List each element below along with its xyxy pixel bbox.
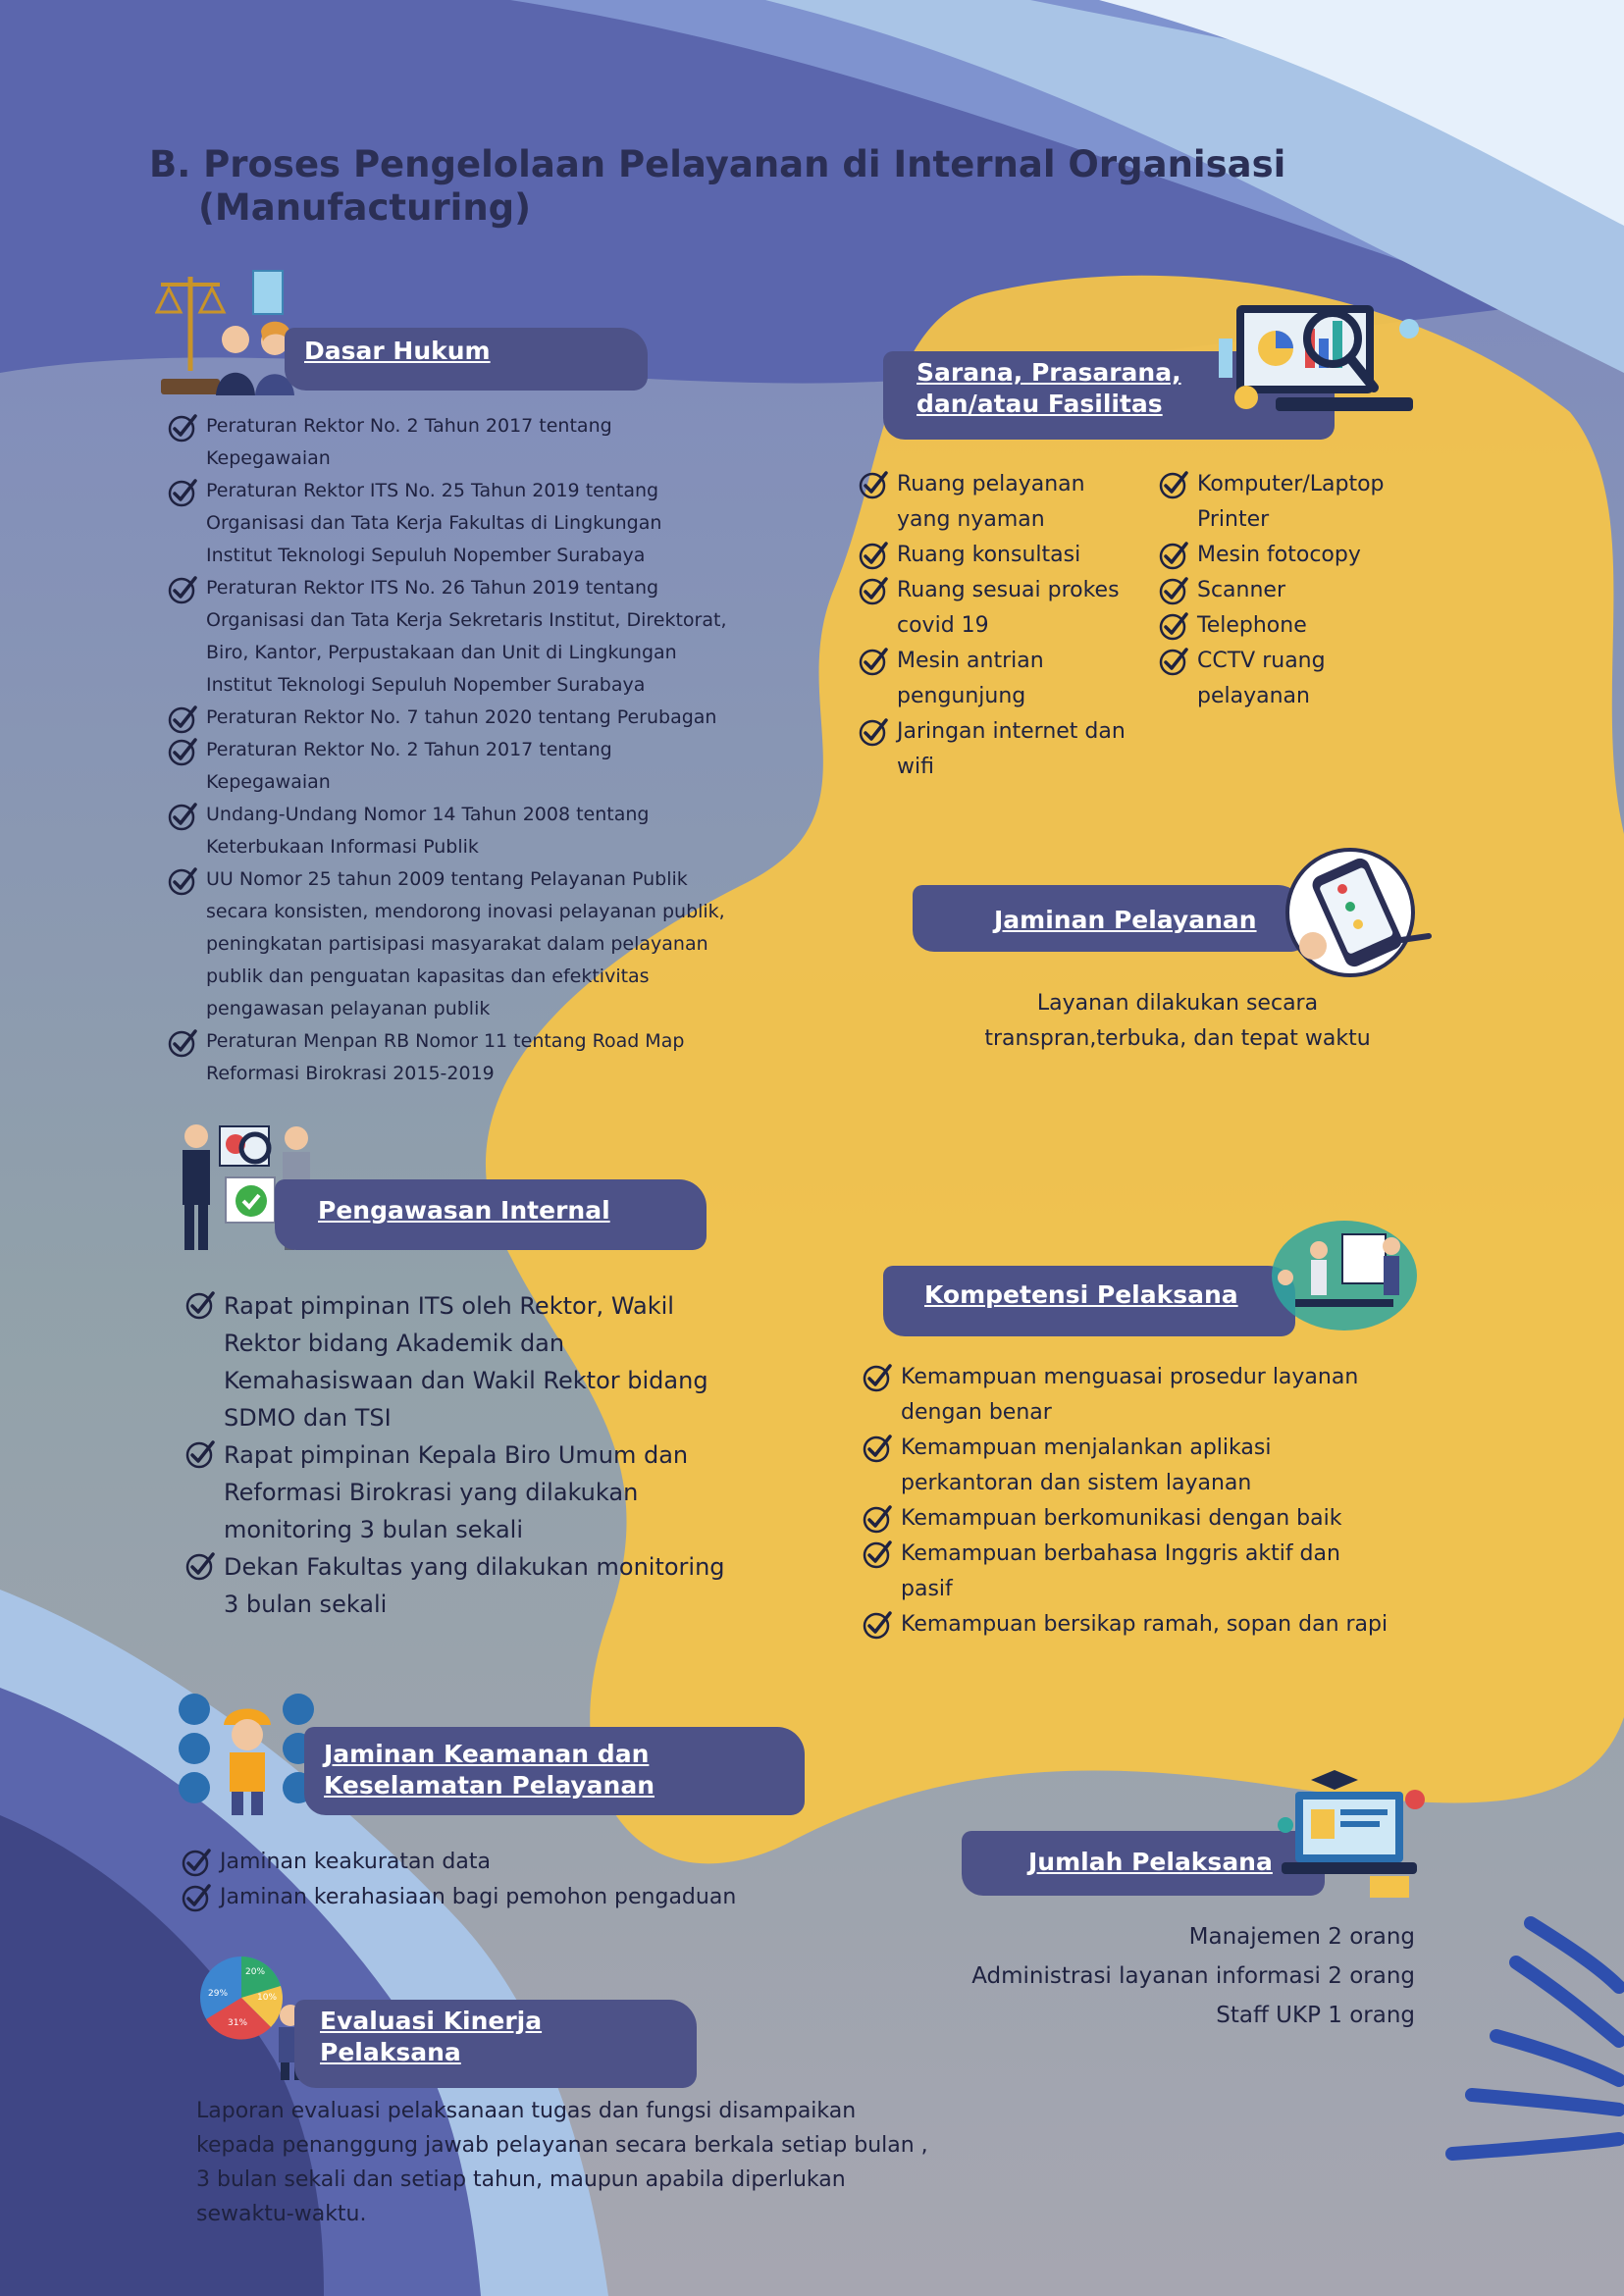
check-circle-icon xyxy=(167,801,198,832)
check-circle-icon xyxy=(167,865,198,897)
dasar-hukum-item-line: Institut Teknologi Sepuluh Nopember Surabaya xyxy=(206,545,646,566)
dasar-hukum-item-line: Peraturan Rektor ITS No. 26 Tahun 2019 tentang xyxy=(206,577,659,599)
evaluasi-heading xyxy=(320,2006,542,2068)
dasar-hukum-item-line: peningkatan partisipasi masyarakat dalam pelayanan xyxy=(206,933,708,955)
keamanan-item-line: Jaminan kerahasiaan bagi pemohon pengaduan xyxy=(220,1885,737,1909)
check-circle-icon xyxy=(167,736,198,767)
sarana-left-item-line: Jaringan internet dan xyxy=(897,719,1126,744)
dasar-hukum-item-line: UU Nomor 25 tahun 2009 tentang Pelayanan Publik xyxy=(206,868,688,890)
kompetensi-item-line: Kemampuan menguasai prosedur layanan xyxy=(901,1365,1359,1389)
sarana-left-list xyxy=(858,467,1172,785)
dasar-hukum-item-line: secara konsisten, mendorong inovasi pelayanan publik, xyxy=(206,901,725,922)
keamanan-heading xyxy=(324,1739,655,1801)
dasar-hukum-item xyxy=(167,410,775,475)
check-circle-icon xyxy=(167,477,198,508)
sarana-right-item xyxy=(1158,644,1452,714)
dasar-hukum-item-line: Peraturan Menpan RB Nomor 11 tentang Road Map xyxy=(206,1030,685,1052)
dasar-hukum-item xyxy=(167,475,775,572)
jaminan-pelayanan-text-line-1: Layanan dilakukan secara xyxy=(1036,991,1319,1016)
dasar-hukum-item xyxy=(167,799,775,863)
check-circle-icon xyxy=(862,1539,893,1570)
keamanan-heading-line-2: Keselamatan Pelayanan xyxy=(324,1771,655,1800)
check-circle-icon xyxy=(858,540,889,571)
sarana-right-item-line: pelayanan xyxy=(1197,684,1310,708)
evaluasi-text-line-4: sewaktu-waktu. xyxy=(196,2202,367,2226)
jaminan-pelayanan-text xyxy=(922,986,1433,1057)
check-circle-icon xyxy=(184,1438,216,1470)
check-circle-icon xyxy=(858,575,889,606)
dasar-hukum-list xyxy=(167,410,775,1090)
evaluasi-text-line-3: 3 bulan sekali dan setiap tahun, maupun apabila diperlukan xyxy=(196,2167,846,2192)
check-circle-icon xyxy=(862,1362,893,1393)
kompetensi-item-line: Kemampuan bersikap ramah, sopan dan rapi xyxy=(901,1612,1388,1637)
check-circle-icon xyxy=(862,1433,893,1464)
jumlah-lines xyxy=(864,1917,1415,2035)
sarana-left-item-line: pengunjung xyxy=(897,684,1026,708)
safety-worker-icon xyxy=(177,1692,324,1819)
dasar-hukum-item xyxy=(167,572,775,702)
kompetensi-item-line: pasif xyxy=(901,1577,953,1601)
check-circle-icon xyxy=(184,1289,216,1321)
dasar-hukum-item-line: Keterbukaan Informasi Publik xyxy=(206,836,479,858)
check-circle-icon xyxy=(1158,646,1189,677)
sarana-right-list xyxy=(1158,467,1452,714)
evaluasi-heading-line-2: Pelaksana xyxy=(320,2038,461,2066)
evaluasi-text-line-2: kepada penanggung jawab pelayanan secara berkala setiap bulan , xyxy=(196,2133,928,2158)
jumlah-heading: Jumlah Pelaksana xyxy=(1028,1848,1273,1876)
kompetensi-list xyxy=(862,1360,1490,1643)
sarana-right-item xyxy=(1158,608,1452,644)
dasar-hukum-item-line: Peraturan Rektor ITS No. 25 Tahun 2019 tentang xyxy=(206,480,659,501)
keamanan-list xyxy=(181,1845,848,1915)
dasar-hukum-item-line: Organisasi dan Tata Kerja Sekretaris Institut, Direktorat, xyxy=(206,609,727,631)
law-scales-icon xyxy=(155,263,302,400)
elearning-laptop-icon xyxy=(1276,1766,1428,1904)
dasar-hukum-item-line: Peraturan Rektor No. 2 Tahun 2017 tentang xyxy=(206,415,612,437)
jumlah-line-1: Manajemen 2 orang xyxy=(1188,1924,1415,1950)
sarana-right-item-line: Telephone xyxy=(1197,613,1307,638)
dasar-hukum-item-line: Organisasi dan Tata Kerja Fakultas di Lingkungan xyxy=(206,512,662,534)
keamanan-item xyxy=(181,1880,848,1915)
pengawasan-item-line: monitoring 3 bulan sekali xyxy=(224,1516,523,1543)
dasar-hukum-heading: Dasar Hukum xyxy=(304,337,491,365)
pie-label-1: 20% xyxy=(245,1967,266,1977)
check-circle-icon xyxy=(167,574,198,605)
page-title xyxy=(149,143,1425,230)
check-circle-icon xyxy=(181,1882,212,1913)
dasar-hukum-item-line: Reformasi Birokrasi 2015-2019 xyxy=(206,1063,495,1084)
check-circle-icon xyxy=(862,1503,893,1535)
kompetensi-item-line: Kemampuan berkomunikasi dengan baik xyxy=(901,1506,1342,1531)
check-circle-icon xyxy=(167,1027,198,1059)
kompetensi-item xyxy=(862,1537,1490,1607)
dasar-hukum-item xyxy=(167,734,775,799)
keamanan-heading-line-1: Jaminan Keamanan dan xyxy=(324,1740,650,1768)
kompetensi-item xyxy=(862,1431,1490,1501)
sarana-left-item xyxy=(858,714,1172,785)
check-circle-icon xyxy=(1158,575,1189,606)
pengawasan-item-line: Dekan Fakultas yang dilakukan monitoring xyxy=(224,1553,725,1581)
pie-label-4: 31% xyxy=(228,2018,248,2028)
dashboard-monitor-icon xyxy=(1217,299,1428,422)
evaluasi-text xyxy=(196,2094,1079,2231)
sarana-right-item-line: Komputer/Laptop xyxy=(1197,472,1385,496)
dasar-hukum-item xyxy=(167,1025,775,1090)
sarana-heading-line-1: Sarana, Prasarana, xyxy=(917,358,1181,387)
check-circle-icon xyxy=(858,469,889,500)
title-line-2: (Manufacturing) xyxy=(198,186,532,229)
sarana-right-item-line: Scanner xyxy=(1197,578,1286,602)
sarana-left-item-line: Ruang sesuai prokes xyxy=(897,578,1120,602)
sarana-left-item xyxy=(858,538,1172,573)
sarana-left-item-line: covid 19 xyxy=(897,613,989,638)
pengawasan-heading: Pengawasan Internal xyxy=(318,1196,610,1225)
sarana-left-item-line: Mesin antrian xyxy=(897,649,1044,673)
pengawasan-item-line: Rektor bidang Akademik dan xyxy=(224,1330,565,1357)
dasar-hukum-item-line: pengawasan pelayanan publik xyxy=(206,998,491,1019)
check-circle-icon xyxy=(1158,540,1189,571)
dasar-hukum-item-line: publik dan penguatan kapasitas dan efektivitas xyxy=(206,965,650,987)
sarana-left-item xyxy=(858,467,1172,538)
pengawasan-item-line: SDMO dan TSI xyxy=(224,1404,392,1432)
pengawasan-item xyxy=(184,1287,793,1436)
jaminan-pelayanan-heading: Jaminan Pelayanan xyxy=(994,906,1257,934)
check-circle-icon xyxy=(184,1550,216,1582)
title-line-1: B. Proses Pengelolaan Pelayanan di Internal Organisasi xyxy=(149,143,1286,185)
sarana-left-item xyxy=(858,644,1172,714)
pengawasan-item-line: 3 bulan sekali xyxy=(224,1591,388,1618)
kompetensi-item-line: perkantoran dan sistem layanan xyxy=(901,1471,1252,1495)
pengawasan-item-line: Kemahasiswaan dan Wakil Rektor bidang xyxy=(224,1367,708,1394)
pengawasan-list xyxy=(184,1287,793,1623)
dasar-hukum-item xyxy=(167,702,775,734)
dasar-hukum-item-line: Undang-Undang Nomor 14 Tahun 2008 tentang xyxy=(206,804,650,825)
sarana-heading xyxy=(917,357,1181,420)
dasar-hukum-item-line: Biro, Kantor, Perpustakaan dan Unit di Lingkungan xyxy=(206,642,677,663)
kompetensi-item xyxy=(862,1501,1490,1537)
pengawasan-item xyxy=(184,1436,793,1548)
sarana-right-item xyxy=(1158,467,1452,538)
dasar-hukum-item-line: Institut Teknologi Sepuluh Nopember Surabaya xyxy=(206,674,646,696)
sarana-left-item-line: yang nyaman xyxy=(897,507,1045,532)
sarana-left-item-line: Ruang pelayanan xyxy=(897,472,1085,496)
kompetensi-heading: Kompetensi Pelaksana xyxy=(924,1280,1238,1309)
dasar-hukum-item-line: Peraturan Rektor No. 2 Tahun 2017 tentang xyxy=(206,739,612,760)
sarana-left-item xyxy=(858,573,1172,644)
check-circle-icon xyxy=(858,646,889,677)
dasar-hukum-item-line: Peraturan Rektor No. 7 tahun 2020 tentang Perubagan xyxy=(206,706,717,728)
check-circle-icon xyxy=(167,704,198,735)
sarana-right-item-line: Mesin fotocopy xyxy=(1197,543,1361,567)
kompetensi-item xyxy=(862,1360,1490,1431)
jaminan-pelayanan-text-line-2: transpran,terbuka, dan tepat waktu xyxy=(984,1026,1371,1051)
jumlah-line-3: Staff UKP 1 orang xyxy=(1216,2003,1415,2028)
check-circle-icon xyxy=(181,1847,212,1878)
dasar-hukum-item-line: Kepegawaian xyxy=(206,771,331,793)
jumlah-line-2: Administrasi layanan informasi 2 orang xyxy=(971,1963,1415,1989)
sarana-right-item xyxy=(1158,573,1452,608)
phone-checklist-icon xyxy=(1285,844,1433,981)
sarana-right-item-line: Printer xyxy=(1197,507,1270,532)
evaluasi-heading-line-1: Evaluasi Kinerja xyxy=(320,2007,543,2035)
kompetensi-item-line: Kemampuan berbahasa Inggris aktif dan xyxy=(901,1541,1340,1566)
presentation-team-icon xyxy=(1266,1217,1423,1334)
check-circle-icon xyxy=(167,412,198,444)
sarana-heading-line-2: dan/atau Fasilitas xyxy=(917,390,1163,418)
keamanan-item xyxy=(181,1845,848,1880)
check-circle-icon xyxy=(1158,469,1189,500)
pengawasan-item xyxy=(184,1548,793,1623)
pengawasan-item-line: Rapat pimpinan ITS oleh Rektor, Wakil xyxy=(224,1292,674,1320)
sarana-right-item-line: CCTV ruang xyxy=(1197,649,1326,673)
kompetensi-item-line: Kemampuan menjalankan aplikasi xyxy=(901,1435,1272,1460)
pie-label-2: 29% xyxy=(208,1989,229,1999)
check-circle-icon xyxy=(858,716,889,748)
pie-label-3: 10% xyxy=(257,1993,278,2003)
sarana-left-item-line: Ruang konsultasi xyxy=(897,543,1081,567)
pengawasan-item-line: Rapat pimpinan Kepala Biro Umum dan xyxy=(224,1441,689,1469)
evaluasi-text-line-1: Laporan evaluasi pelaksanaan tugas dan fungsi disampaikan xyxy=(196,2099,857,2123)
kompetensi-item xyxy=(862,1607,1490,1643)
dasar-hukum-item xyxy=(167,863,775,1025)
pengawasan-item-line: Reformasi Birokrasi yang dilakukan xyxy=(224,1479,639,1506)
check-circle-icon xyxy=(862,1609,893,1641)
check-circle-icon xyxy=(1158,610,1189,642)
sarana-left-item-line: wifi xyxy=(897,755,934,779)
sarana-right-item xyxy=(1158,538,1452,573)
keamanan-item-line: Jaminan keakuratan data xyxy=(220,1850,491,1874)
kompetensi-item-line: dengan benar xyxy=(901,1400,1052,1425)
dasar-hukum-item-line: Kepegawaian xyxy=(206,447,331,469)
